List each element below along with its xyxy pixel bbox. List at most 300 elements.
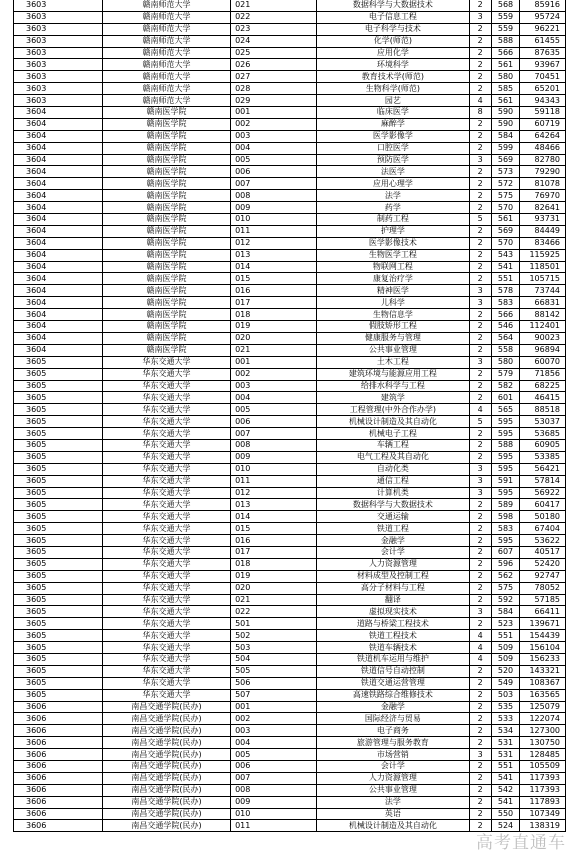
major-code-cell: 010 (231, 463, 317, 475)
major-name-cell: 医学影像技术 (316, 237, 469, 249)
major-code-cell: 022 (231, 11, 317, 23)
major-name-cell: 法学 (316, 190, 469, 202)
table-row (14, 154, 566, 166)
min-rank-cell: 107349 (520, 808, 566, 820)
plan-count-cell: 2 (469, 582, 491, 594)
table-row (14, 475, 566, 487)
table-row (14, 618, 566, 630)
major-name-cell: 市场营销 (316, 749, 469, 761)
school-name-cell: 华东交通大学 (102, 523, 230, 535)
min-score-cell: 559 (491, 11, 520, 23)
min-score-cell: 558 (491, 344, 520, 356)
plan-count-cell: 3 (469, 475, 491, 487)
school-code-cell: 3605 (14, 523, 103, 535)
school-name-cell: 赣南医学院 (102, 190, 230, 202)
school-name-cell: 赣南医学院 (102, 237, 230, 249)
table-row (14, 249, 566, 261)
school-name-cell: 华东交通大学 (102, 689, 230, 701)
min-score-cell: 584 (491, 130, 520, 142)
min-rank-cell: 60719 (520, 118, 566, 130)
min-rank-cell: 88142 (520, 309, 566, 321)
plan-count-cell: 2 (469, 523, 491, 535)
major-name-cell: 铁道交通运营管理 (316, 677, 469, 689)
plan-count-cell: 3 (469, 487, 491, 499)
school-name-cell: 赣南医学院 (102, 309, 230, 321)
table-row (14, 416, 566, 428)
min-rank-cell: 82641 (520, 202, 566, 214)
major-code-cell: 022 (231, 606, 317, 618)
plan-count-cell: 3 (469, 285, 491, 297)
school-name-cell: 赣南医学院 (102, 249, 230, 261)
school-code-cell: 3604 (14, 297, 103, 309)
plan-count-cell: 2 (469, 701, 491, 713)
school-name-cell: 华东交通大学 (102, 653, 230, 665)
table-row (14, 606, 566, 618)
major-name-cell: 预防医学 (316, 154, 469, 166)
school-code-cell: 3604 (14, 202, 103, 214)
min-rank-cell: 154439 (520, 630, 566, 642)
school-name-cell: 华东交通大学 (102, 642, 230, 654)
major-name-cell: 英语 (316, 808, 469, 820)
school-name-cell: 赣南医学院 (102, 107, 230, 119)
min-rank-cell: 82780 (520, 154, 566, 166)
table-row (14, 404, 566, 416)
school-code-cell: 3605 (14, 428, 103, 440)
major-name-cell: 旅游管理与服务教育 (316, 737, 469, 749)
plan-count-cell: 2 (469, 237, 491, 249)
min-score-cell: 562 (491, 570, 520, 582)
school-code-cell: 3606 (14, 772, 103, 784)
school-name-cell: 华东交通大学 (102, 392, 230, 404)
min-rank-cell: 122074 (520, 713, 566, 725)
major-name-cell: 虚拟现实技术 (316, 606, 469, 618)
min-rank-cell: 96221 (520, 23, 566, 35)
school-name-cell: 南昌交通学院(民办) (102, 761, 230, 773)
table-row (14, 546, 566, 558)
min-score-cell: 566 (491, 309, 520, 321)
min-score-cell: 509 (491, 642, 520, 654)
school-name-cell: 华东交通大学 (102, 570, 230, 582)
school-name-cell: 南昌交通学院(民办) (102, 725, 230, 737)
major-name-cell: 儿科学 (316, 297, 469, 309)
school-name-cell: 华东交通大学 (102, 451, 230, 463)
major-code-cell: 021 (231, 0, 317, 11)
school-code-cell: 3603 (14, 59, 103, 71)
min-rank-cell: 127300 (520, 725, 566, 737)
min-rank-cell: 163565 (520, 689, 566, 701)
plan-count-cell: 3 (469, 356, 491, 368)
major-code-cell: 005 (231, 154, 317, 166)
school-name-cell: 华东交通大学 (102, 416, 230, 428)
min-score-cell: 535 (491, 701, 520, 713)
plan-count-cell: 3 (469, 463, 491, 475)
school-name-cell: 赣南师范大学 (102, 71, 230, 83)
plan-count-cell: 2 (469, 59, 491, 71)
min-score-cell: 570 (491, 202, 520, 214)
school-name-cell: 赣南师范大学 (102, 11, 230, 23)
min-rank-cell: 46415 (520, 392, 566, 404)
min-score-cell: 549 (491, 677, 520, 689)
major-name-cell: 法医学 (316, 166, 469, 178)
school-name-cell: 华东交通大学 (102, 546, 230, 558)
school-code-cell: 3604 (14, 154, 103, 166)
plan-count-cell: 2 (469, 451, 491, 463)
major-name-cell: 应用心理学 (316, 178, 469, 190)
major-code-cell: 018 (231, 309, 317, 321)
min-score-cell: 572 (491, 178, 520, 190)
major-code-cell: 029 (231, 95, 317, 107)
plan-count-cell: 2 (469, 178, 491, 190)
school-code-cell: 3604 (14, 249, 103, 261)
school-name-cell: 华东交通大学 (102, 511, 230, 523)
min-rank-cell: 57814 (520, 475, 566, 487)
school-name-cell: 南昌交通学院(民办) (102, 701, 230, 713)
table-row (14, 273, 566, 285)
major-name-cell: 人力资源管理 (316, 772, 469, 784)
major-name-cell: 精神医学 (316, 285, 469, 297)
school-code-cell: 3604 (14, 178, 103, 190)
table-row (14, 178, 566, 190)
plan-count-cell: 4 (469, 642, 491, 654)
min-rank-cell: 53685 (520, 428, 566, 440)
school-name-cell: 赣南医学院 (102, 166, 230, 178)
table-row (14, 285, 566, 297)
major-code-cell: 003 (231, 130, 317, 142)
school-code-cell: 3605 (14, 570, 103, 582)
major-name-cell: 假肢矫形工程 (316, 321, 469, 333)
min-rank-cell: 117393 (520, 772, 566, 784)
min-rank-cell: 60417 (520, 499, 566, 511)
school-name-cell: 华东交通大学 (102, 665, 230, 677)
school-code-cell: 3606 (14, 701, 103, 713)
plan-count-cell: 2 (469, 142, 491, 154)
major-code-cell: 012 (231, 237, 317, 249)
major-code-cell: 002 (231, 368, 317, 380)
table-row (14, 59, 566, 71)
plan-count-cell: 4 (469, 95, 491, 107)
school-code-cell: 3604 (14, 190, 103, 202)
plan-count-cell: 2 (469, 618, 491, 630)
major-name-cell: 应用化学 (316, 47, 469, 59)
table-row (14, 309, 566, 321)
major-name-cell: 医学影像学 (316, 130, 469, 142)
plan-count-cell: 2 (469, 368, 491, 380)
school-code-cell: 3605 (14, 630, 103, 642)
major-code-cell: 001 (231, 107, 317, 119)
table-row (14, 380, 566, 392)
major-code-cell: 006 (231, 416, 317, 428)
school-code-cell: 3606 (14, 808, 103, 820)
plan-count-cell: 2 (469, 725, 491, 737)
table-row (14, 582, 566, 594)
school-name-cell: 南昌交通学院(民办) (102, 772, 230, 784)
school-code-cell: 3605 (14, 380, 103, 392)
major-name-cell: 机械设计制造及其自动化 (316, 416, 469, 428)
major-name-cell: 公共事业管理 (316, 344, 469, 356)
school-code-cell: 3605 (14, 487, 103, 499)
major-code-cell: 021 (231, 594, 317, 606)
min-rank-cell: 81078 (520, 178, 566, 190)
major-name-cell: 健康服务与管理 (316, 332, 469, 344)
major-code-cell: 009 (231, 796, 317, 808)
plan-count-cell: 2 (469, 344, 491, 356)
min-rank-cell: 50180 (520, 511, 566, 523)
school-name-cell: 南昌交通学院(民办) (102, 784, 230, 796)
table-row (14, 166, 566, 178)
major-code-cell: 007 (231, 178, 317, 190)
table-row (14, 761, 566, 773)
min-score-cell: 551 (491, 273, 520, 285)
table-row (14, 784, 566, 796)
plan-count-cell: 3 (469, 154, 491, 166)
school-code-cell: 3604 (14, 142, 103, 154)
major-name-cell: 生物医学工程 (316, 249, 469, 261)
school-code-cell: 3605 (14, 356, 103, 368)
school-code-cell: 3604 (14, 130, 103, 142)
school-code-cell: 3603 (14, 23, 103, 35)
major-code-cell: 506 (231, 677, 317, 689)
major-code-cell: 021 (231, 344, 317, 356)
school-name-cell: 南昌交通学院(民办) (102, 796, 230, 808)
min-rank-cell: 139671 (520, 618, 566, 630)
table-row (14, 689, 566, 701)
table-row (14, 35, 566, 47)
plan-count-cell: 3 (469, 749, 491, 761)
plan-count-cell: 5 (469, 214, 491, 226)
min-score-cell: 583 (491, 297, 520, 309)
major-name-cell: 车辆工程 (316, 439, 469, 451)
major-name-cell: 环境科学 (316, 59, 469, 71)
major-code-cell: 008 (231, 784, 317, 796)
major-name-cell: 物联网工程 (316, 261, 469, 273)
min-score-cell: 564 (491, 332, 520, 344)
school-name-cell: 华东交通大学 (102, 677, 230, 689)
school-code-cell: 3604 (14, 107, 103, 119)
major-name-cell: 工程管理(中外合作办学) (316, 404, 469, 416)
plan-count-cell: 2 (469, 332, 491, 344)
major-name-cell: 计算机类 (316, 487, 469, 499)
major-code-cell: 015 (231, 523, 317, 535)
major-name-cell: 法学 (316, 796, 469, 808)
min-rank-cell: 53385 (520, 451, 566, 463)
table-row (14, 356, 566, 368)
school-name-cell: 赣南医学院 (102, 178, 230, 190)
school-name-cell: 赣南医学院 (102, 202, 230, 214)
major-name-cell: 数据科学与大数据技术 (316, 0, 469, 11)
major-name-cell: 铁道机车运用与维护 (316, 653, 469, 665)
major-code-cell: 011 (231, 475, 317, 487)
school-code-cell: 3603 (14, 47, 103, 59)
school-name-cell: 南昌交通学院(民办) (102, 808, 230, 820)
min-score-cell: 541 (491, 772, 520, 784)
major-name-cell: 材料成型及控制工程 (316, 570, 469, 582)
plan-count-cell: 2 (469, 0, 491, 11)
min-rank-cell: 64264 (520, 130, 566, 142)
min-rank-cell: 59118 (520, 107, 566, 119)
plan-count-cell: 4 (469, 404, 491, 416)
plan-count-cell: 3 (469, 606, 491, 618)
school-name-cell: 华东交通大学 (102, 475, 230, 487)
school-code-cell: 3605 (14, 416, 103, 428)
school-name-cell: 华东交通大学 (102, 535, 230, 547)
major-name-cell: 铁道信号自动控制 (316, 665, 469, 677)
table-row (14, 653, 566, 665)
table-row (14, 725, 566, 737)
min-score-cell: 551 (491, 761, 520, 773)
school-name-cell: 赣南医学院 (102, 118, 230, 130)
table-row (14, 261, 566, 273)
table-row (14, 83, 566, 95)
min-score-cell: 509 (491, 653, 520, 665)
school-code-cell: 3606 (14, 761, 103, 773)
min-rank-cell: 68225 (520, 380, 566, 392)
min-score-cell: 542 (491, 784, 520, 796)
major-code-cell: 027 (231, 71, 317, 83)
table-row (14, 677, 566, 689)
min-rank-cell: 105715 (520, 273, 566, 285)
school-code-cell: 3606 (14, 784, 103, 796)
major-code-cell: 019 (231, 321, 317, 333)
school-name-cell: 赣南师范大学 (102, 83, 230, 95)
major-code-cell: 017 (231, 546, 317, 558)
plan-count-cell: 2 (469, 784, 491, 796)
plan-count-cell: 2 (469, 83, 491, 95)
plan-count-cell: 3 (469, 11, 491, 23)
major-code-cell: 017 (231, 297, 317, 309)
min-score-cell: 541 (491, 261, 520, 273)
plan-count-cell: 2 (469, 772, 491, 784)
table-row (14, 321, 566, 333)
major-code-cell: 019 (231, 570, 317, 582)
min-rank-cell: 95724 (520, 11, 566, 23)
table-row (14, 47, 566, 59)
major-name-cell: 高分子材料与工程 (316, 582, 469, 594)
plan-count-cell: 2 (469, 570, 491, 582)
plan-count-cell: 5 (469, 416, 491, 428)
school-code-cell: 3605 (14, 582, 103, 594)
school-name-cell: 南昌交通学院(民办) (102, 737, 230, 749)
min-rank-cell: 88518 (520, 404, 566, 416)
table-row (14, 523, 566, 535)
major-code-cell: 001 (231, 356, 317, 368)
school-name-cell: 华东交通大学 (102, 463, 230, 475)
major-name-cell: 国际经济与贸易 (316, 713, 469, 725)
school-name-cell: 赣南医学院 (102, 332, 230, 344)
major-code-cell: 505 (231, 665, 317, 677)
table-row (14, 214, 566, 226)
table-row (14, 808, 566, 820)
school-code-cell: 3605 (14, 665, 103, 677)
major-code-cell: 005 (231, 749, 317, 761)
plan-count-cell: 2 (469, 309, 491, 321)
school-code-cell: 3604 (14, 332, 103, 344)
major-name-cell: 数据科学与大数据技术 (316, 499, 469, 511)
school-code-cell: 3604 (14, 285, 103, 297)
school-code-cell: 3605 (14, 475, 103, 487)
plan-count-cell: 2 (469, 225, 491, 237)
min-score-cell: 595 (491, 487, 520, 499)
major-code-cell: 004 (231, 392, 317, 404)
plan-count-cell: 2 (469, 546, 491, 558)
school-code-cell: 3604 (14, 273, 103, 285)
plan-count-cell: 2 (469, 689, 491, 701)
min-score-cell: 546 (491, 321, 520, 333)
min-score-cell: 531 (491, 737, 520, 749)
major-code-cell: 016 (231, 285, 317, 297)
plan-count-cell: 2 (469, 47, 491, 59)
school-name-cell: 赣南师范大学 (102, 23, 230, 35)
major-code-cell: 003 (231, 380, 317, 392)
school-name-cell: 华东交通大学 (102, 630, 230, 642)
major-code-cell: 501 (231, 618, 317, 630)
min-score-cell: 550 (491, 808, 520, 820)
major-name-cell: 公共事业管理 (316, 784, 469, 796)
major-name-cell: 铁道车辆技术 (316, 642, 469, 654)
min-score-cell: 582 (491, 380, 520, 392)
min-score-cell: 595 (491, 428, 520, 440)
major-name-cell: 麻醉学 (316, 118, 469, 130)
major-code-cell: 010 (231, 214, 317, 226)
min-score-cell: 601 (491, 392, 520, 404)
major-name-cell: 电子科学与技术 (316, 23, 469, 35)
table-row (14, 701, 566, 713)
major-name-cell: 通信工程 (316, 475, 469, 487)
major-name-cell: 机械电子工程 (316, 428, 469, 440)
min-rank-cell: 156104 (520, 642, 566, 654)
major-code-cell: 507 (231, 689, 317, 701)
table-row (14, 118, 566, 130)
school-name-cell: 华东交通大学 (102, 439, 230, 451)
school-code-cell: 3603 (14, 11, 103, 23)
min-rank-cell: 71856 (520, 368, 566, 380)
school-code-cell: 3606 (14, 820, 103, 832)
plan-count-cell: 2 (469, 428, 491, 440)
min-rank-cell: 85916 (520, 0, 566, 11)
table-row (14, 665, 566, 677)
major-code-cell: 001 (231, 701, 317, 713)
plan-count-cell: 2 (469, 439, 491, 451)
school-name-cell: 华东交通大学 (102, 594, 230, 606)
plan-count-cell: 2 (469, 761, 491, 773)
table-row (14, 107, 566, 119)
school-code-cell: 3604 (14, 214, 103, 226)
major-code-cell: 002 (231, 118, 317, 130)
major-code-cell: 503 (231, 642, 317, 654)
min-score-cell: 579 (491, 368, 520, 380)
min-score-cell: 585 (491, 83, 520, 95)
min-rank-cell: 83466 (520, 237, 566, 249)
min-rank-cell: 93731 (520, 214, 566, 226)
school-code-cell: 3604 (14, 261, 103, 273)
major-name-cell: 人力资源管理 (316, 558, 469, 570)
plan-count-cell: 2 (469, 535, 491, 547)
table-row (14, 95, 566, 107)
major-code-cell: 002 (231, 713, 317, 725)
min-rank-cell: 76970 (520, 190, 566, 202)
school-name-cell: 南昌交通学院(民办) (102, 820, 230, 832)
min-rank-cell: 87635 (520, 47, 566, 59)
school-name-cell: 赣南师范大学 (102, 47, 230, 59)
school-code-cell: 3603 (14, 95, 103, 107)
min-score-cell: 523 (491, 618, 520, 630)
min-score-cell: 561 (491, 95, 520, 107)
school-code-cell: 3605 (14, 463, 103, 475)
min-score-cell: 534 (491, 725, 520, 737)
table-row (14, 630, 566, 642)
school-name-cell: 赣南医学院 (102, 285, 230, 297)
school-name-cell: 华东交通大学 (102, 606, 230, 618)
major-name-cell: 金融学 (316, 535, 469, 547)
